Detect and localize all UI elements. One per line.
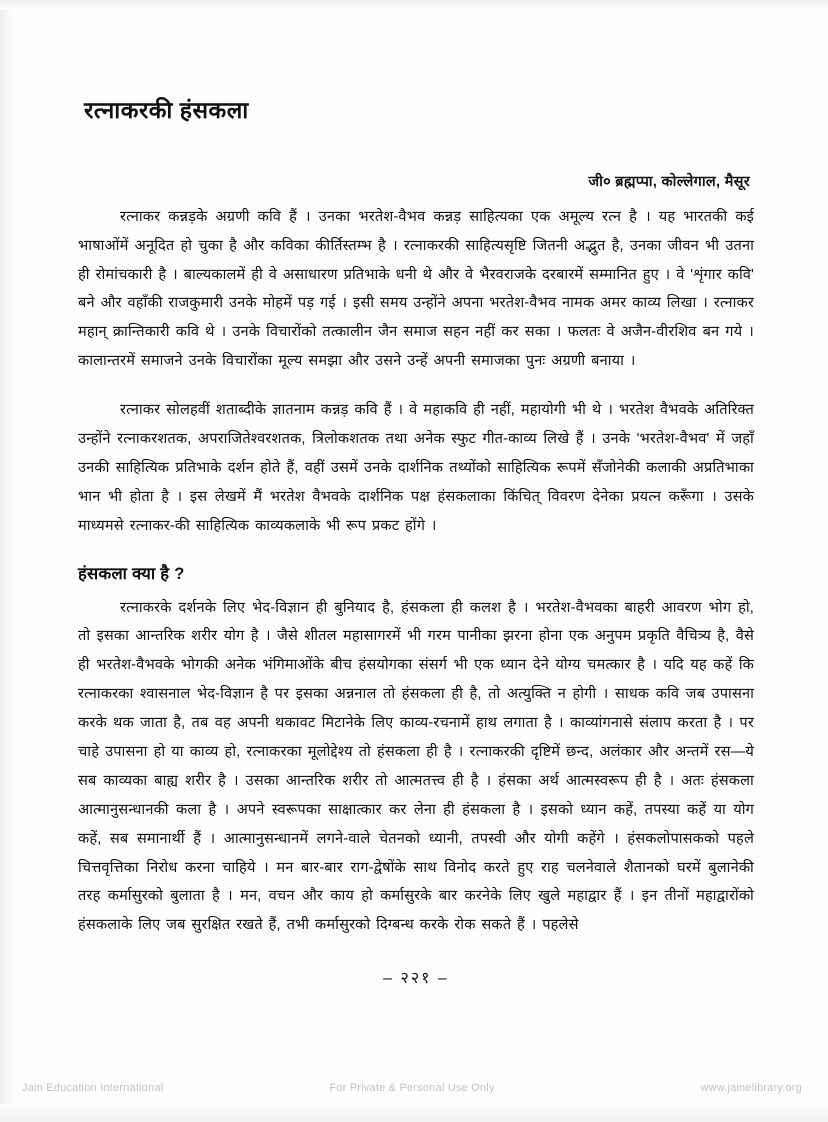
footer-organization: Jain Education International [22,1082,164,1094]
body-paragraph-1: रत्नाकर कन्नड़के अग्रणी कवि हैं । उनका भरतेश-वैभव कन्नड़ साहित्यका एक अमूल्य रत्न है । यह भारतकी कई भाषाओंमें अनूदित हो चुका है और कविका कीर्तिस्तम्भ है । रत्नाकरकी साहित्यसृष्टि जितनी अद्भुत है, उनका जीवन भी उतना ही रोमांचकारी है । बाल्यकालमें ही वे असाधारण प्रतिभाके धनी थे और वे भैरवराजके दरबारमें सम्मानित हुए । वे 'शृंगार कवि' बने और वहाँकी राजकुमारी उनके मोहमें पड़ गई । इसी समय उन्होंने अपना भरतेश-वैभव नामक अमर काव्य लिखा । रत्नाकर महान् क्रान्तिकारी कवि थे । उनके विचारोंको तत्कालीन जैन समाज सहन नहीं कर सका । फलतः वे अजैन-वीरशिव बन गये । कालान्तरमें समाजने उनके विचारोंका मूल्य समझा और उसने उन्हें अपनी समाजका पुनः अग्रणी बनाया । [78,208,754,370]
scan-edge-top [0,0,828,10]
page-content [78,96,754,988]
author-byline: जी० ब्रह्मप्पा, कोल्लेगाल, मैसूर [588,173,750,190]
body-paragraph-3: रत्नाकरके दर्शनके लिए भेद-विज्ञान ही बुनियाद है, हंसकला ही कलश है । भरतेश-वैभवका बाहरी आवरण भोग हो, तो इसका आन्तरिक शरीर योग है । जैसे शीतल महासागरमें भी गरम पानीका झरना होना एक अनुपम प्रकृति वैचित्र्य है, वैसे ही भरतेश-वैभवके भोगकी अनेक भंगिमाओंके बीच हंसयोगका संसर्ग भी एक ध्यान देने योग्य चमत्कार है । यदि यह कहें कि रत्नाकरका श्वासनाल भेद-विज्ञान है पर इसका अन्ननाल तो हंसकला ही है, तो अत्युक्ति न होगी । साधक कवि जब उपासना करके थक जाता है, तब वह अपनी थकावट मिटानेके लिए काव्य-रचनामें हाथ लगाता है । काव्यांगनासे संलाप करता है । पर चाहे उपासना हो या काव्य हो, रत्नाकरका मूलोद्देश्य तो हंसकला ही है । रत्नाकरकी दृष्टिमें छन्द, अलंकार और अन्तमें रस—ये सब काव्यका बाह्य शरीर है । उसका आन्तरिक शरीर तो आत्मतत्त्व ही है । हंसका अर्थ आत्मस्वरूप ही है । अतः हंसकला आत्मानुसन्धानकी कला है । अपने स्वरूपका साक्षात्कार कर लेना ही हंसकला है । इसको ध्यान कहें, तपस्या कहें या योग कहें, सब समानार्थी हैं । आत्मानुसन्धानमें लगने-वाले चेतनको ध्यानी, तपस्वी और योगी कहेंगे । हंसकलोपासकको पहले चित्तवृत्तिका निरोध करना चाहिये । मन बार-बार राग-द्वेषोंके साथ विनोद करते हुए राह चलनेवाले शैतानको घरमें बुलानेकी तरह कर्मासुरको बुलाता है । मन, वचन और काय हो कर्मासुरके बार करनेके लिए खुले महाद्वार हैं । इन तीनों महाद्वारोंको हंसकलाके लिए जब सुरक्षित रखते हैं, तभी कर्मासुरको दिग्बन्ध करके रोक सकते हैं । पहलेसे [78,599,754,934]
body-paragraph-2: रत्नाकर सोलहवीं शताब्दीके ज्ञातनाम कन्नड़ कवि हैं । वे महाकवि ही नहीं, महायोगी भी थे । भरतेश वैभवके अतिरिक्त उन्होंने रत्नाकरशतक, अपराजितेश्वरशतक, त्रिलोकशतक तथा अनेक स्फुट गीत-काव्य लिखे हैं । उनके 'भरतेश-वैभव' में जहाँ उनकी साहित्यिक प्रतिभाके दर्शन होते हैं, वहीं उसमें उनके दार्शनिक तथ्योंको साहित्यिक रूपमें सँजोनेकी कलाकी अप्रतिभाका भान भी होता है । इस लेखमें मैं भरतेश वैभवके दार्शनिक पक्ष हंसकलाका किंचित् विवरण देनेका प्रयत्न करूँगा । उसके माध्यमसे रत्नाकर-की साहित्यिक काव्यकलाके भी रूप प्रकट होंगे । [78,402,754,534]
page-title: रत्नाकरकी हंसकला [84,97,249,123]
scan-edge-left [0,0,14,1122]
page-number: – २२१ – [383,970,449,988]
footer-usage-notice: For Private & Personal Use Only [329,1082,495,1094]
footer-website: www.jainelibrary.org [700,1082,802,1094]
scan-edge-bottom [0,1104,828,1122]
page-footer [0,1082,828,1094]
section-heading-hanskala: हंसकला क्या है ? [78,564,185,583]
